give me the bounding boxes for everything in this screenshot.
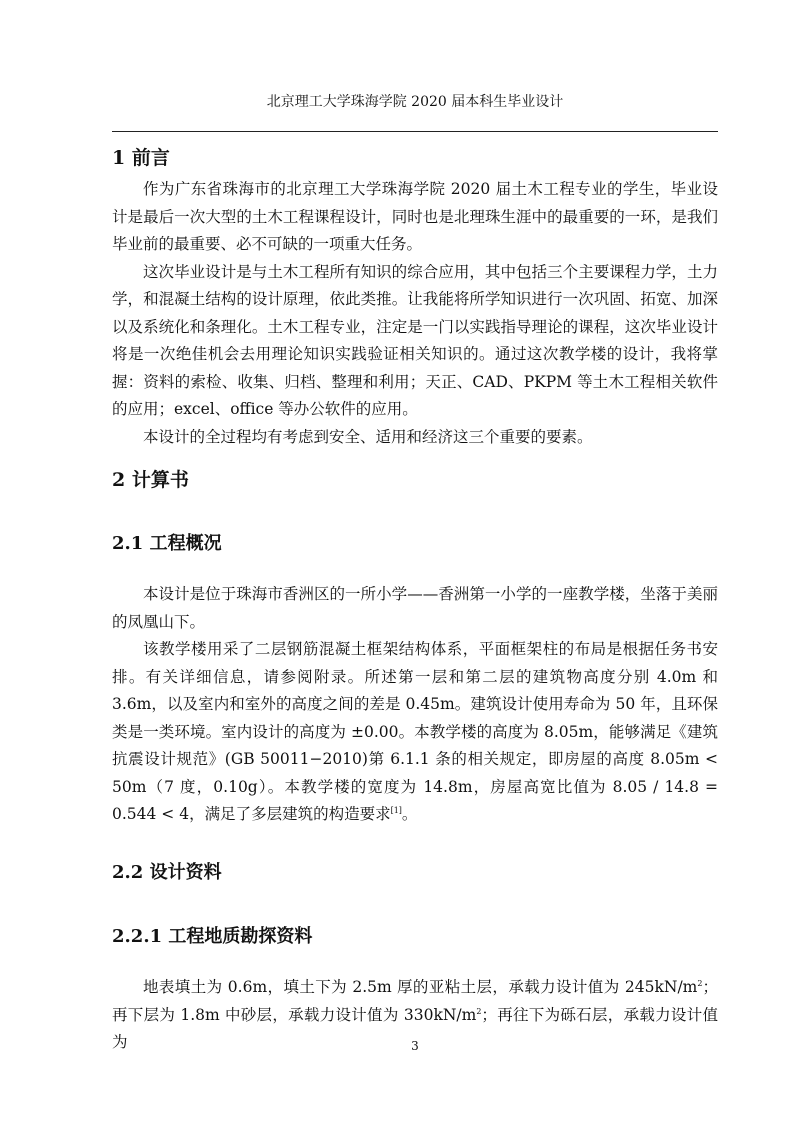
section-2-2-1-heading: 2.2.1 工程地质勘探资料 [112, 926, 313, 947]
paragraph-end: 。 [401, 805, 418, 823]
paragraph: 本设计是位于珠海市香洲区的一所小学——香洲第一小学的一座教学楼，坐落于美丽的凤凰山下。 [112, 585, 718, 631]
paragraph: 这次毕业设计是与土木工程所有知识的综合应用，其中包括三个主要课程力学，土力学，和混凝土结构的设计原理，依此类推。让我能将所学知识进行一次巩固、拓宽、加深以及系统化和条理化。土木工程专业，注定是一门以实践指导理论的课程，这次毕业设计将是一次绝佳机会去用理论知识实践验证相关知识的。通过这次教学楼的设计，我将掌握：资料的索检、收集、归档、整理和利用；天正、CAD、PKPM 等土木工程相关软件的应用；excel、office 等办公软件的应用。 [112, 262, 718, 418]
section-2-1-heading: 2.1 工程概况 [112, 533, 222, 554]
header-rule [112, 131, 718, 132]
page-number: 3 [411, 1039, 419, 1053]
running-header: 北京理工大学珠海学院 2020 届本科生毕业设计 [266, 94, 564, 110]
section-2-heading: 2 计算书 [112, 469, 189, 491]
section-2-1-body [112, 581, 718, 829]
citation-ref: [1] [390, 805, 402, 815]
section-1-heading: 1 前言 [112, 147, 170, 169]
section-1-body [112, 176, 718, 451]
paragraph [112, 636, 718, 829]
section-2-2-heading: 2.2 设计资料 [112, 862, 222, 883]
paragraph: 作为广东省珠海市的北京理工大学珠海学院 2020 届土木工程专业的学生，毕业设计是最后一次大型的土木工程课程设计，同时也是北理珠生涯中的最重要的一环，是我们毕业前的最重要、必不可缺的一项重大任务。 [112, 180, 718, 253]
paragraph-text: 该教学楼用采了二层钢筋混凝土框架结构体系，平面框架柱的布局是根据任务书安排。有关详细信息，请参阅附录。所述第一层和第二层的建筑物高度分别 4.0m 和 3.6m，以及室内和室外的高度之间的差是 0.45m。建筑设计使用寿命为 50 年，且环保类是一类环境。室内设计的高度为 ±0.00。本教学楼的高度为 8.05m，能够满足《建筑抗震设计规范》(GB 50011−2010)第 6.1.1 条的相关规定，即房屋的高度 8.05m < 50m（7 度，0.10g）。本教学楼的宽度为 14.8m，房屋高宽比值为 8.05 / 14.8 = 0.544 < 4，满足了多层建筑的构造要求 [112, 640, 718, 823]
paragraph: 地表填土为 0.6m，填土下为 2.5m 厚的亚粘土层，承载力设计值为 $245kN/m^2$；再下层为 1.8m 中砂层，承载力设计值为 $330kN/m^2$；再往下为砾石层，承载力设计值为 [112, 978, 718, 1051]
paragraph: 本设计的全过程均有考虑到安全、适用和经济这三个重要的要素。 [143, 427, 593, 446]
